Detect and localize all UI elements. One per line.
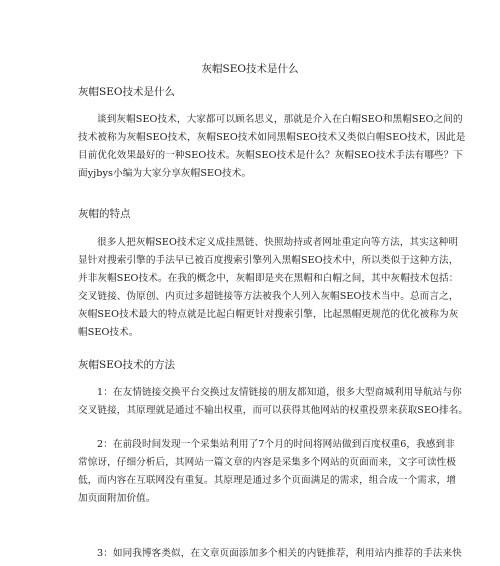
features-paragraph	[78, 234, 459, 342]
intro-line: 面yjbys小编为大家分享灰帽SEO技术。	[78, 168, 252, 179]
method-2-line: 2：在前段时间发现一个采集站利用了7个月的时间将网站做到百度权重6，我感到非	[97, 439, 455, 450]
heading-features: 灰帽的特点	[78, 208, 131, 220]
method-3-paragraph	[78, 545, 462, 563]
method-2-line: 低，而内容在互联网没有重复。其原理是通过多个页面满足的需求，组合成一个需求，增	[78, 475, 457, 486]
method-2-paragraph	[78, 436, 457, 508]
heading-main: 灰帽SEO技术是什么	[78, 86, 175, 98]
intro-line: 谈到灰帽SEO技术，大家都可以顾名思义，那就是介入在白帽SEO和黑帽SEO之间的	[97, 114, 463, 125]
intro-line: 技术被称为灰帽SEO技术，灰帽SEO技术如同黑帽SEO技术又类似白帽SEO技术，因此是	[78, 132, 466, 143]
features-line: 很多人把灰帽SEO技术定义成挂黑链、快照劫持或者网址重定向等方法，其实这种明	[97, 237, 459, 248]
method-2-line: 常惊讶，仔细分析后，其网站一篇文章的内容是采集多个网站的页面而来，文字可读性极	[78, 457, 457, 468]
method-3-line: 3：如同我博客类似，在文章页面添加多个相关的内链推荐，利用站内推荐的手法来快	[97, 548, 462, 559]
intro-paragraph	[78, 111, 466, 183]
method-1-line: 交叉链接，其原理就是通过不输出权重，而可以获得其他网站的权重投票来获取SEO排名。	[78, 405, 469, 416]
features-line: 并非灰帽SEO技术。在我的概念中，灰帽即是夹在黑帽和白帽之间，其中灰帽技术包括：	[78, 273, 459, 284]
features-line: 灰帽SEO技术最大的特点就是比起白帽更针对搜索引擎，比起黑帽更规范的优化被称为灰	[78, 309, 459, 320]
features-line: 显针对搜索引擎的手法早已被百度搜索引擎列入黑帽SEO技术中，所以类似于这种方法，	[78, 255, 459, 266]
method-1-line: 1：在友情链接交换平台交换过友情链接的朋友都知道，很多大型商城利用导航站与你	[97, 387, 462, 398]
method-1-paragraph	[78, 384, 469, 420]
method-2-line: 加页面附加价值。	[78, 493, 156, 504]
document-title: 灰帽SEO技术是什么	[201, 63, 299, 75]
heading-methods: 灰帽SEO技术的方法	[78, 359, 175, 371]
intro-line: 目前优化效果最好的一种SEO技术。灰帽SEO技术是什么？灰帽SEO技术手法有哪些？下	[78, 150, 464, 161]
features-line: 帽SEO技术。	[78, 327, 139, 338]
features-line: 交叉链接、伪原创、内页过多超链接等方法被我个人列入灰帽SEO技术当中。总而言之，	[78, 291, 459, 302]
